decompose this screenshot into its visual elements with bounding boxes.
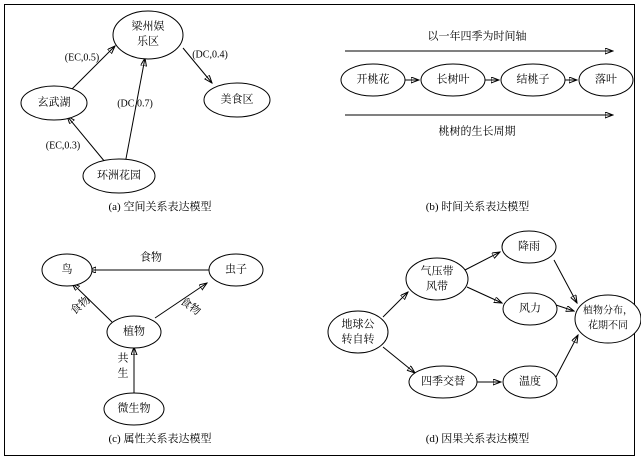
node-zhiwufenbu-label-line2: 花期不同 [588,320,628,332]
node-changshuye-label: 长树叶 [436,73,470,86]
edge-huanzhou-liangzhou [125,58,145,164]
panel-a-svg [10,8,310,203]
panel-c-svg [10,225,310,440]
edge-label-zhiwu-chongzi: 食物 [177,295,203,318]
panel-c-caption: (c) 属性关系表达模型 [108,433,212,445]
panel-d-caption: (d) 因果关系表达模型 [425,433,530,445]
timeline-bottom-label: 桃树的生长周期 [438,125,516,138]
node-fengli-label: 风力 [519,302,541,315]
node-qiyadai-label-line2: 风带 [426,280,448,293]
node-zhiwufenbu[interactable] [575,295,641,343]
node-jiangyu-label: 降雨 [518,240,540,253]
edge-diqiu-qiyadai [383,292,408,317]
edge-diqiu-sijijiaoti [383,347,415,373]
node-qiyadai-label-line1: 气压带 [420,265,454,278]
node-sijijiaoti-label: 四季交替 [421,375,465,388]
panel-a-caption: (a) 空间关系表达模型 [108,201,212,213]
edge-qiyadai-fengli [467,287,502,303]
panel-d-svg [325,225,633,440]
node-zhiwu-label: 植物 [123,325,145,338]
edge-label-weishengwu-zhiwu-line1: 共 [117,352,129,365]
edge-label-chongzi-niao: 食物 [140,251,162,264]
node-niao-label: 鸟 [61,263,73,276]
node-liangzhou-label-line1: 梁州娱 [131,20,165,33]
node-zhiwufenbu-label-line1: 植物分布， [583,305,633,317]
edge-label-ec05: (EC,0.5) [64,52,100,64]
edge-fengli-zhiwufenbu [556,305,574,311]
edge-jiangyu-zhiwufenbu [554,260,577,303]
node-xuanwuhu-label: 玄武湖 [37,96,71,109]
node-huanzhou-label: 环洲花园 [97,169,141,182]
node-weishengwu-label: 微生物 [117,402,151,415]
edge-qiyadai-jiangyu [465,252,500,270]
edge-wendu-zhiwufenbu [556,335,578,377]
panel-c-attribute-relation [10,225,310,445]
node-diqiu-gongzhuan[interactable] [328,311,388,353]
node-luoye-label: 落叶 [595,73,617,86]
edge-label-ec03: (EC,0.3) [45,140,81,152]
panel-a-spatial-relation [10,8,310,213]
panel-d-causal-relation [325,225,633,445]
node-wendu-label: 温度 [519,375,541,388]
node-diqiu-label-line1: 地球公 [341,318,375,331]
panel-b-svg [325,8,630,203]
node-kaitaohua-label: 开桃花 [356,73,390,86]
node-liangzhou-label-line2: 乐区 [137,35,159,48]
timeline-top-label: 以一年四季为时间轴 [427,30,527,43]
edge-label-zhiwu-niao: 食物 [68,293,93,318]
edge-label-dc07: (DC,0.7) [117,98,153,110]
panel-b-caption: (b) 时间关系表达模型 [425,201,530,213]
node-jietaozi-label: 结桃子 [516,73,550,86]
edge-label-dc04: (DC,0.4) [192,49,228,61]
node-meishiqu-label: 美食区 [220,93,254,106]
node-chongzi-label: 虫子 [225,263,247,276]
edge-label-weishengwu-zhiwu-line2: 生 [117,367,129,380]
node-diqiu-label-line2: 转自转 [341,333,375,346]
panel-b-temporal-relation [325,8,630,213]
node-qiyadai-fengdai[interactable] [406,258,468,300]
